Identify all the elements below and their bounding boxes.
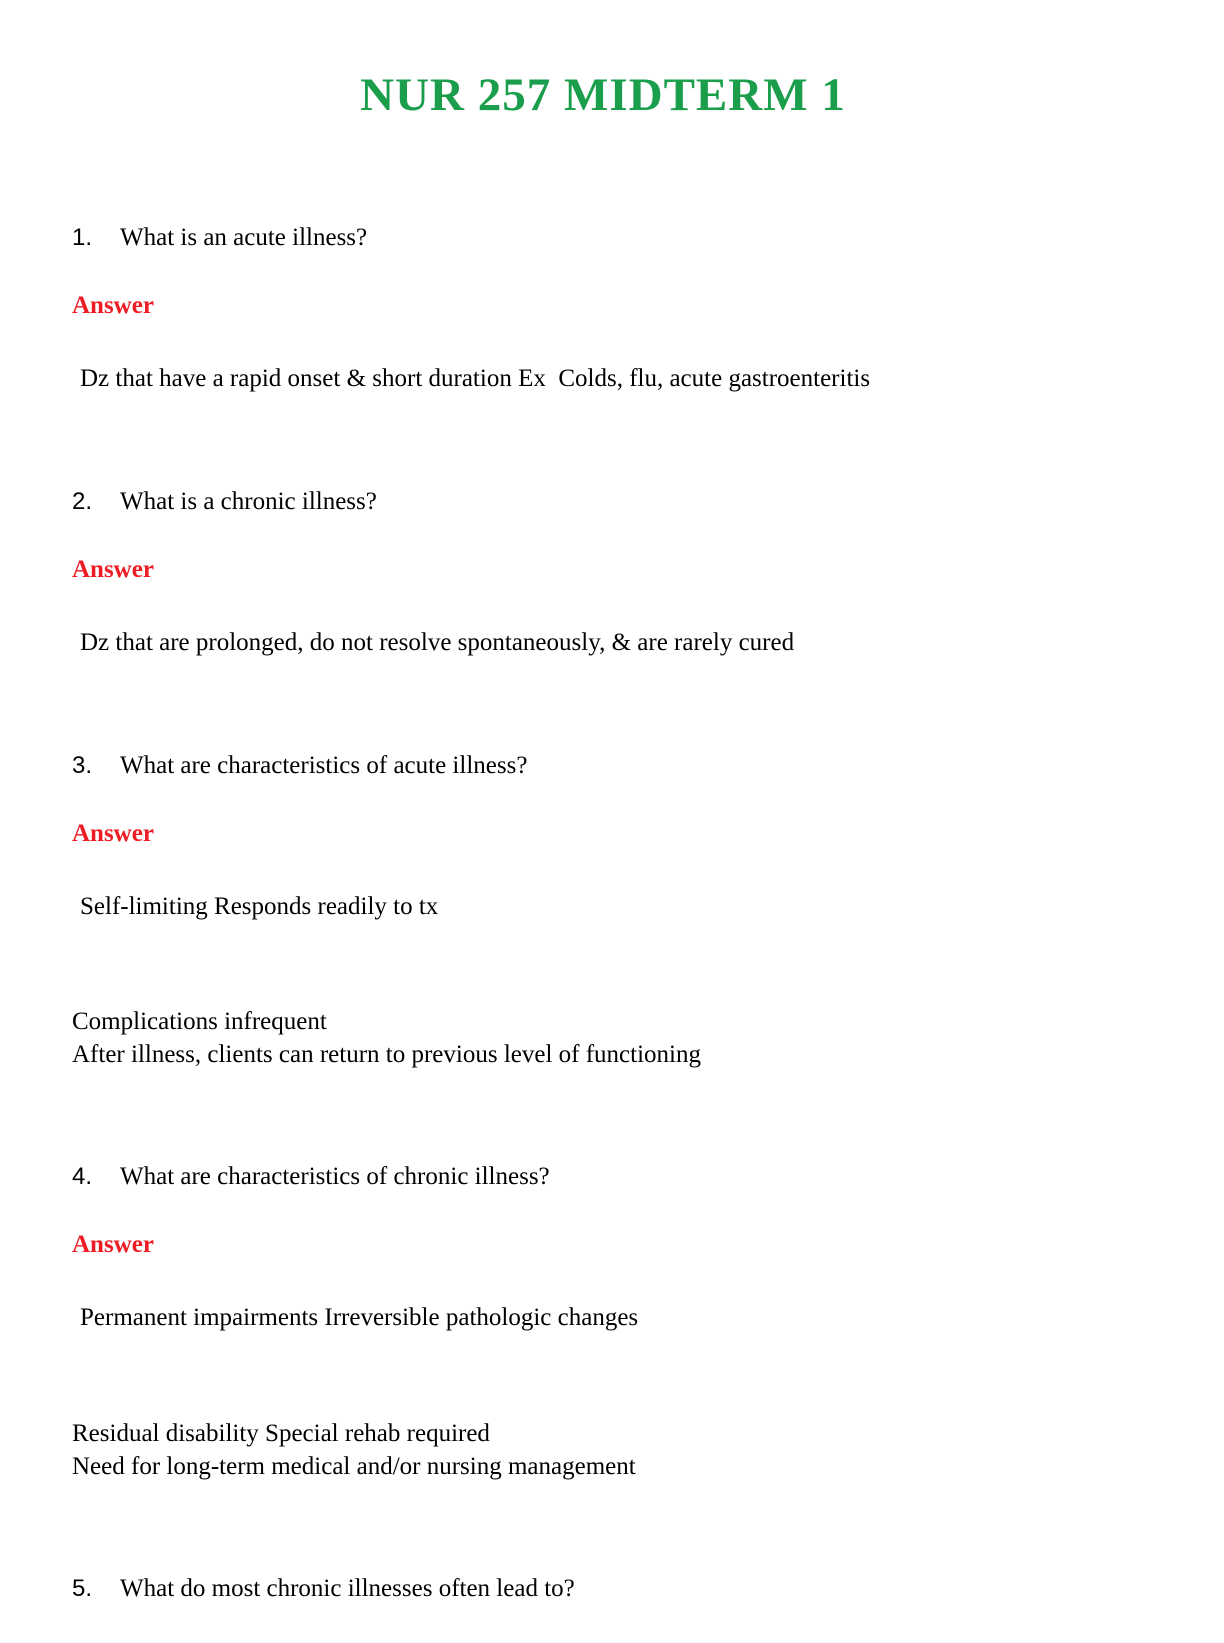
question-number: 5.	[72, 1575, 93, 1602]
question-number: 4.	[72, 1163, 93, 1191]
answer-notes	[72, 1005, 972, 1071]
question-text: What is a chronic illness?	[120, 487, 377, 515]
page-title: NUR 257 MIDTERM 1	[360, 69, 846, 121]
question-number: 3.	[72, 751, 93, 779]
answer-text: Permanent impairments Irreversible pathologic changes	[80, 1304, 639, 1332]
answer-label: Answer	[72, 1231, 154, 1259]
question-text: What are characteristics of acute illness?	[120, 751, 528, 779]
question-number: 2.	[72, 487, 93, 515]
answer-label: Answer	[72, 292, 154, 319]
question-line	[72, 752, 1074, 780]
question-text: What are characteristics of chronic illness?	[120, 1163, 550, 1191]
qa-block-4	[72, 1163, 1074, 1483]
question-number: 1.	[72, 224, 93, 251]
question-line	[72, 1575, 1074, 1603]
question-line	[72, 488, 1074, 516]
answer-text: Self-limiting Responds readily to tx	[80, 892, 439, 920]
question-line	[72, 1163, 1074, 1191]
note-line: After illness, clients can return to previous level of functioning	[72, 1041, 701, 1069]
answer-text: Dz that are prolonged, do not resolve spontaneously, & are rarely cured	[80, 628, 795, 656]
answer-text: Dz that have a rapid onset & short duration Ex Colds, flu, acute gastroenteritis	[80, 365, 871, 392]
qa-block-5	[72, 1575, 1074, 1603]
answer-label: Answer	[72, 819, 154, 847]
qa-block-3	[72, 752, 1074, 1072]
question-text: What is an acute illness?	[120, 224, 368, 251]
note-line: Residual disability Special rehab required	[72, 1420, 490, 1447]
answer-notes	[72, 1417, 972, 1483]
note-line: Need for long-term medical and/or nursing management	[72, 1453, 636, 1480]
note-line: Complications infrequent	[72, 1008, 327, 1036]
answer-label: Answer	[72, 555, 154, 583]
question-line	[72, 224, 1074, 252]
qa-block-1	[72, 224, 1074, 396]
question-text: What do most chronic illnesses often lead to?	[120, 1575, 575, 1602]
qa-block-2	[72, 488, 1074, 660]
